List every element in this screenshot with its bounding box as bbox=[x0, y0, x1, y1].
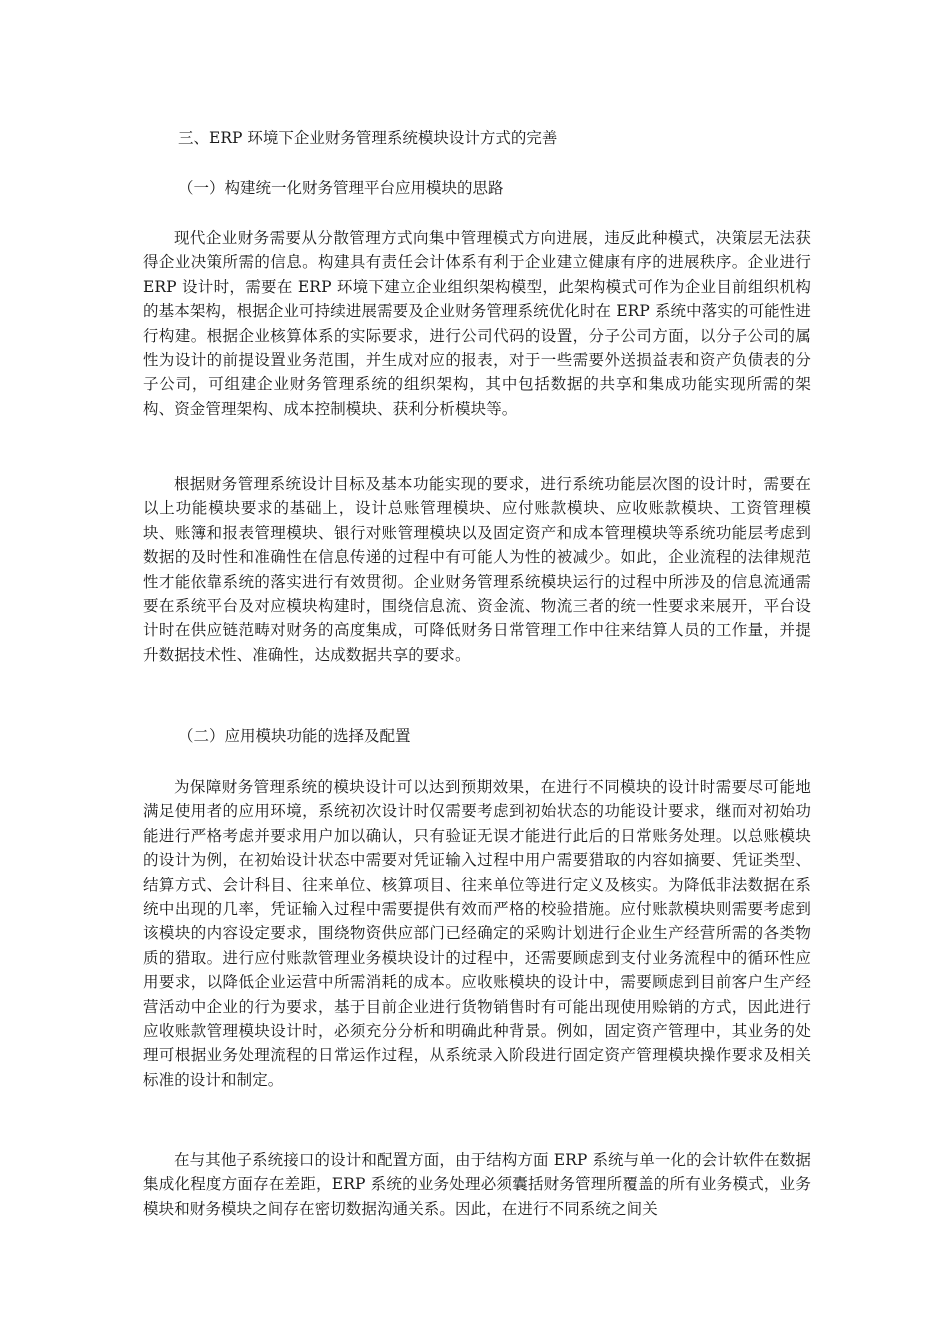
body-paragraph-1: 现代企业财务需要从分散管理方式向集中管理模式方向进展，违反此种模式，决策层无法获得企业决策所需的信息。构建具有责任会计体系有利于企业建立健康有序的进展秩序。企业进行 ERP 设计时，需要在 ERP 环境下建立企业组织架构模型，此架构模式可作为企业目前组织机构的基本架构，根据企业可持续进展需要及企业财务管理系统优化时在 ERP 系统中落实的可能性进行构建。根据企业核算体系的实际要求，进行公司代码的设置，分子公司方面，以分子公司的属性为设计的前提设置业务范围，并生成对应的报表，对于一些需要外送损益表和资产负债表的分子公司，可组建企业财务管理系统的组织架构，其中包括数据的共享和集成功能实现所需的架构、资金管理架构、成本控制模块、获利分析模块等。 bbox=[143, 229, 811, 418]
subsection-title-2: （二）应用模块功能的选择及配置 bbox=[178, 727, 411, 745]
section-title: 三、ERP 环境下企业财务管理系统模块设计方式的完善 bbox=[178, 129, 558, 147]
subsection-title-1: （一）构建统一化财务管理平台应用模块的思路 bbox=[178, 179, 504, 197]
body-paragraph-4: 在与其他子系统接口的设计和配置方面，由于结构方面 ERP 系统与单一化的会计软件在数据集成化程度方面存在差距，ERP 系统的业务处理必须囊括财务管理所覆盖的所有业务模式，业务模块和财务模块之间存在密切数据沟通关系。因此，在进行不同系统之间关 bbox=[143, 1151, 811, 1218]
body-paragraph-3: 为保障财务管理系统的模块设计可以达到预期效果，在进行不同模块的设计时需要尽可能地满足使用者的应用环境，系统初次设计时仅需要考虑到初始状态的功能设计要求，继而对初始功能进行严格考虑并要求用户加以确认，只有验证无误才能进行此后的日常账务处理。以总账模块的设计为例，在初始设计状态中需要对凭证输入过程中用户需要猎取的内容如摘要、凭证类型、结算方式、会计科目、往来单位、核算项目、往来单位等进行定义及核实。为降低非法数据在系统中出现的几率，凭证输入过程中需要提供有效而严格的校验措施。应付账款模块则需要考虑到该模块的内容设定要求，围绕物资供应部门已经确定的采购计划进行企业生产经营所需的各类物质的猎取。进行应付账款管理业务模块设计的过程中，还需要顾虑到支付业务流程中的循环性应用要求，以降低企业运营中所需消耗的成本。应收账模块的设计中，需要顾虑到目前客户生产经营活动中企业的行为要求，基于目前企业进行货物销售时有可能出现使用赊销的方式，因此进行应收账款管理模块设计时，必须充分分析和明确此种背景。例如，固定资产管理中，其业务的处理可根据业务处理流程的日常运作过程，从系统录入阶段进行固定资产管理模块操作要求及相关标准的设计和制定。 bbox=[143, 778, 811, 1089]
body-paragraph-2: 根据财务管理系统设计目标及基本功能实现的要求，进行系统功能层次图的设计时，需要在以上功能模块要求的基础上，设计总账管理模块、应付账款模块、应收账款模块、工资管理模块、账簿和报表管理模块、银行对账管理模块以及固定资产和成本管理模块等系统功能层考虑到数据的及时性和准确性在信息传递的过程中有可能人为性的被减少。如此，企业流程的法律规范性才能依靠系统的落实进行有效贯彻。企业财务管理系统模块运行的过程中所涉及的信息流通需要在系统平台及对应模块构建时，围绕信息流、资金流、物流三者的统一性要求来展开，平台设计时在供应链范畴对财务的高度集成，可降低财务日常管理工作中往来结算人员的工作量，并提升数据技术性、准确性，达成数据共享的要求。 bbox=[143, 475, 811, 664]
